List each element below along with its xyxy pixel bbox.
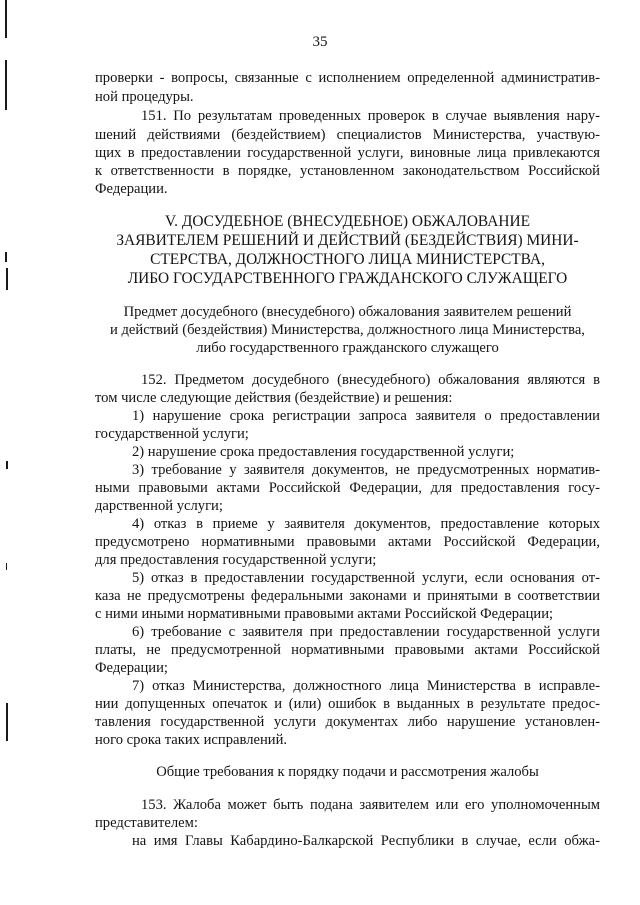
list-item-line: Федерации; bbox=[95, 660, 168, 676]
scan-edge-mark bbox=[6, 703, 8, 741]
scan-edge-mark bbox=[5, 252, 7, 262]
scan-edge-mark bbox=[6, 563, 7, 570]
list-item-line: с ними иными нормативными правовыми актами Российской Федерации; bbox=[95, 606, 554, 622]
text-line: на имя Главы Кабардино-Балкарской Республики в случае, если обжа- bbox=[132, 833, 600, 849]
list-item-line: ного срока таких исправлений. bbox=[95, 732, 288, 748]
section-heading-line: СТЕРСТВА, ДОЛЖНОСТНОГО ЛИЦА МИНИСТЕРСТВА, bbox=[150, 251, 545, 268]
text-line: Федерации. bbox=[95, 181, 168, 197]
scan-edge-mark bbox=[5, 0, 7, 38]
list-item-line: 2) нарушение срока предоставления государственной услуги; bbox=[132, 444, 515, 460]
list-item-line: тавления государственной услуги документах либо нарушение установлен- bbox=[95, 714, 600, 730]
list-item-line: 4) отказ в приеме у заявителя документов, предоставление которых bbox=[132, 516, 600, 532]
list-item-line: 6) требование с заявителя при предоставлении государственной услуги bbox=[132, 624, 600, 640]
section-heading-line: V. ДОСУДЕБНОЕ (ВНЕСУДЕБНОЕ) ОБЖАЛОВАНИЕ bbox=[165, 213, 530, 230]
list-item-line: нии допущенных опечаток и (или) ошибок в выданных в результате предос- bbox=[95, 696, 600, 712]
section-heading-line: ЗАЯВИТЕЛЕМ РЕШЕНИЙ И ДЕЙСТВИЙ (БЕЗДЕЙСТВИЯ) МИНИ- bbox=[116, 232, 579, 249]
list-item-line: 1) нарушение срока регистрации запроса заявителя о предоставлении bbox=[132, 408, 600, 424]
text-line: том числе следующие действия (бездействие) и решения: bbox=[95, 390, 453, 406]
subheading-line: Предмет досудебного (внесудебного) обжалования заявителем решений bbox=[123, 304, 572, 320]
scan-edge-mark bbox=[6, 268, 8, 290]
text-line: представителем: bbox=[95, 815, 198, 831]
list-item-line: 5) отказ в предоставлении государственной услуги, если основания от- bbox=[132, 570, 600, 586]
scan-edge-mark bbox=[5, 60, 7, 110]
list-item-line: дарственной услуги; bbox=[95, 498, 223, 514]
list-item-line: 3) требование у заявителя документов, не предусмотренных норматив- bbox=[132, 462, 600, 478]
list-item-line: 7) отказ Министерства, должностного лица Министерства в исправле- bbox=[132, 678, 600, 694]
list-item-line: государственной услуги; bbox=[95, 426, 249, 442]
subheading-line: Общие требования к порядку подачи и рассмотрения жалобы bbox=[156, 764, 539, 780]
text-line: 152. Предметом досудебного (внесудебного) обжалования являются в bbox=[141, 372, 600, 388]
scan-edge-mark bbox=[6, 461, 8, 469]
text-line: к ответственности в порядке, установленном законодательством Российской bbox=[95, 163, 600, 179]
page-number: 35 bbox=[312, 34, 328, 50]
text-line: щих в предоставлении государственной услуги, виновные лица привлекаются bbox=[95, 145, 600, 161]
section-heading-line: ЛИБО ГОСУДАРСТВЕННОГО ГРАЖДАНСКОГО СЛУЖАЩЕГО bbox=[127, 270, 568, 287]
list-item-line: ными правовыми актами Российской Федерации, для предоставления госу- bbox=[95, 480, 600, 496]
subheading-line: либо государственного гражданского служащего bbox=[196, 340, 499, 356]
text-line: 153. Жалоба может быть подана заявителем или его уполномоченным bbox=[141, 797, 600, 813]
text-line: шений действиями (бездействием) специалистов Министерства, участвую- bbox=[95, 127, 600, 143]
list-item-line: каза не предусмотрены федеральными законами и принятыми в соответствии bbox=[95, 588, 600, 604]
list-item-line: предусмотрено нормативными правовыми актами Российской Федерации, bbox=[95, 534, 600, 550]
text-line: 151. По результатам проведенных проверок в случае выявления нару- bbox=[141, 108, 600, 124]
list-item-line: платы, не предусмотренной нормативными правовыми актами Российской bbox=[95, 642, 600, 658]
text-line: ной процедуры. bbox=[95, 89, 194, 105]
text-line: проверки - вопросы, связанные с исполнением определенной административ- bbox=[95, 70, 600, 86]
subheading-line: и действий (бездействия) Министерства, должностного лица Министерства, bbox=[110, 322, 585, 338]
list-item-line: для предоставления государственной услуги; bbox=[95, 552, 377, 568]
